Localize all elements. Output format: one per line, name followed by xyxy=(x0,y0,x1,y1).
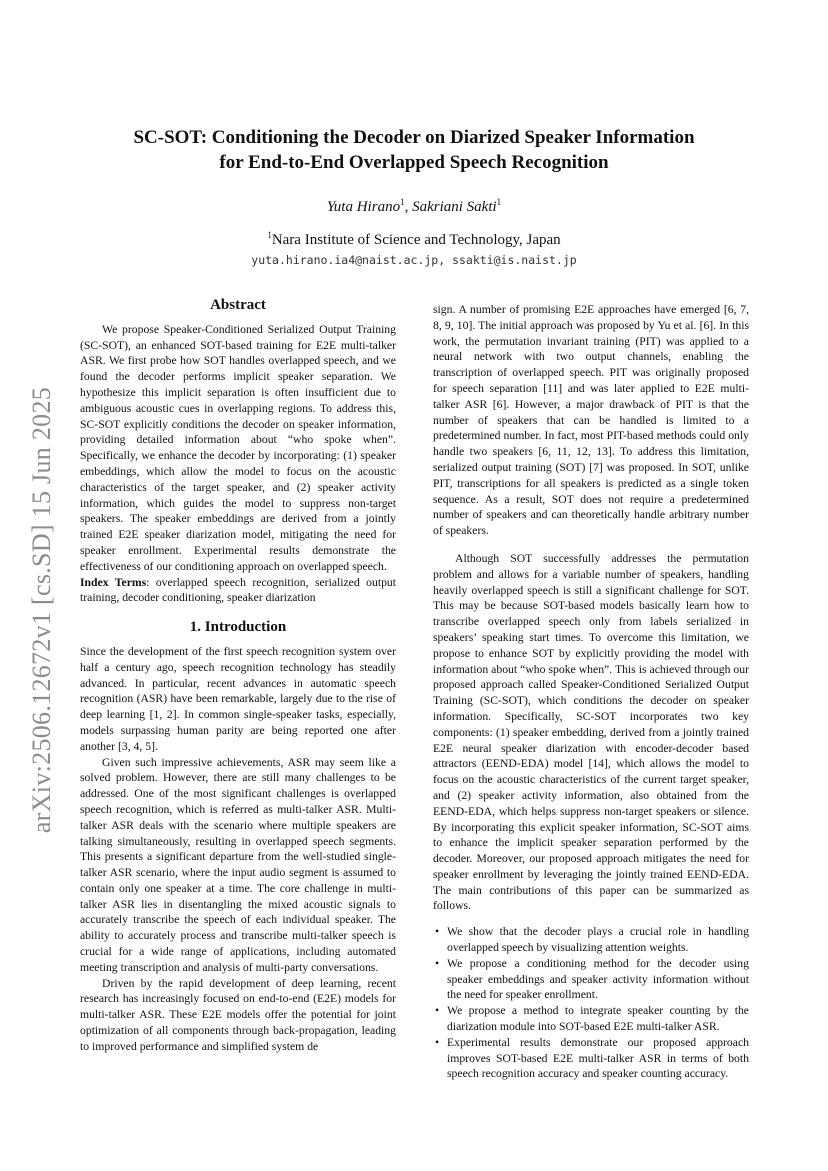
intro-paragraph-4: Although SOT successfully addresses the permutation problem and allows for a variable number of speakers, handling heavily overlapped speech is still a significant challenge for SOT. This may be because SOT-based models basically learn how to transcribe overlapped speech only from labels serialized in speakers’ speaking start times. To overcome this limitation, we propose to enhance SOT by explicitly providing the model with information about “who spoke when”. This is achieved through our proposed approach called Speaker-Conditioned Serialized Output Training (SC-SOT), which conditions the decoder on speaker information. Specifically, SC-SOT incorporates two key components: (1) speaker embedding, derived from a jointly trained E2E neural speaker diarization with encoder-decoder based attractors (EEND-EDA) model [14], which allows the model to focus on the acoustic characteristics of the current target speaker, and (2) speaker activity information, also obtained from the EEND-EDA, which helps suppress non-target speakers or silence. By incorporating this explicit speaker information, SC-SOT aims to enhance the implicit speaker separation performed by the decoder. Moreover, our proposed approach mitigates the need for speaker enrollment by leveraging the jointly trained EEND-EDA. The main contributions of this paper can be summarized as follows. xyxy=(433,551,749,913)
intro-paragraph-2: Given such impressive achievements, ASR may seem like a solved problem. However, there are still many challenges to be addressed. One of the most significant challenges is overlapped speech recognition, which is referred as multi-talker ASR. Multi-talker ASR deals with the scenario where multiple speakers are talking simultaneously, resulting in overlapped speech segments. This presents a significant departure from the well-studied single-talker ASR scenario, where the input audio segment is assumed to contain only one speaker at a time. The core challenge in multi-talker ASR lies in disentangling the mixed acoustic signals to accurately transcribe the speech of each individual speaker. The ability to accurately process and transcribe multi-talker speech is crucial for a wide range of applications, including automated meeting transcription and analysis of multi-party conversations. xyxy=(80,755,396,974)
intro-paragraph-1: Since the development of the first speech recognition system over half a century ago, speech recognition technology has steadily advanced. In particular, recent advances in automatic speech recognition (ASR) have been remarkable, largely due to the rise of deep learning [1, 2]. In common single-speaker tasks, especially, models surpassing human parity are being reported one after another [3, 4, 5]. xyxy=(80,644,396,753)
contribution-item: • We propose a conditioning method for the decoder using speaker embeddings and speaker activity information without the need for speaker enrollment. xyxy=(447,956,749,1003)
abstract-heading: Abstract xyxy=(210,297,266,313)
contribution-item: • Experimental results demonstrate our proposed approach improves SOT-based E2E multi-talker ASR in terms of both speech recognition accuracy and speaker counting accuracy. xyxy=(447,1035,749,1082)
index-terms xyxy=(80,575,396,607)
affiliation xyxy=(80,230,748,249)
affiliation-mark: 1 xyxy=(267,230,272,240)
author-2-affil-mark: 1 xyxy=(496,197,502,207)
intro-paragraph-3: Driven by the rapid development of deep learning, recent research has increasingly focused on end-to-end (E2E) models for multi-talker ASR. These E2E models offer the potential for joint optimization of all components through back-propagation, leading to improved performance and simplified system de xyxy=(80,976,396,1053)
index-terms-text: : overlapped speech recognition, serialized output training, decoder conditioning, speaker diarization xyxy=(80,575,397,605)
title-line-2: for End-to-End Overlapped Speech Recognition xyxy=(219,152,609,173)
intro-paragraph-3-continued: sign. A number of promising E2E approaches have emerged [6, 7, 8, 9, 10]. The initial approach was proposed by Yu et al. [6]. In this work, the permutation invariant training (PIT) was applied to a neural network with two output channels, enabling the transcription of overlapped speech. PIT was originally proposed for speech separation [11] and was later applied to E2E multi-talker ASR [6]. However, a major drawback of PIT is that the number of speakers that can be handled is limited to a predetermined number. In fact, most PIT-based methods could only handle two speakers [6, 11, 12, 13]. To address this limitation, serialized output training (SOT) [7] was proposed. In SOT, unlike PIT, transcriptions for all speakers is predicted as a single token sequence. As a result, SOT does not require a predetermined number of speakers and can theoretically handle arbitrary number of speakers. xyxy=(433,303,749,538)
contribution-item: • We propose a method to integrate speaker counting by the diarization module into SOT-based E2E multi-talker ASR. xyxy=(447,1003,749,1035)
contributions-list xyxy=(433,924,749,1082)
left-column xyxy=(80,298,396,1055)
author-emails: yuta.hirano.ia4@naist.ac.jp, ssakti@is.naist.jp xyxy=(251,253,577,267)
arxiv-identifier: arXiv:2506.12672v1 [cs.SD] 15 Jun 2025 xyxy=(27,386,56,834)
abstract-text: We propose Speaker-Conditioned Serialized Output Training (SC-SOT), an enhanced SOT-based training for E2E multi-talker ASR. We first probe how SOT handles overlapped speech, and we found the decoder performs implicit speaker separation. We hypothesize this implicit separation is often insufficient due to ambiguous acoustic cues in overlapping regions. To address this, SC-SOT explicitly conditions the decoder on speaker information, providing detailed information about “who spoke when”. Specifically, we enhance the decoder by incorporating: (1) speaker embeddings, which allow the model to focus on the acoustic characteristics of the target speaker, and (2) speaker activity information, which guides the model to suppress non-target speakers. The speaker embeddings are derived from a jointly trained E2E speaker diarization model, mitigating the need for speaker enrollment. Experimental results demonstrate the effectiveness of our conditioning approach on overlapped speech. xyxy=(80,322,396,573)
right-column xyxy=(433,302,749,1082)
author-1-affil-mark: 1 xyxy=(400,197,405,207)
paper-title xyxy=(80,125,748,175)
contribution-item: • We show that the decoder plays a crucial role in handling overlapped speech by visualizing attention weights. xyxy=(447,924,749,956)
index-terms-label: Index Terms xyxy=(80,575,147,589)
introduction-heading: 1. Introduction xyxy=(189,619,287,636)
paper-header xyxy=(80,125,748,267)
author-1: Yuta Hirano xyxy=(326,199,401,215)
author-2: Sakriani Sakti xyxy=(412,199,497,215)
author-list xyxy=(80,197,748,216)
author-separator: , xyxy=(404,199,413,215)
affiliation-name: Nara Institute of Science and Technology, Japan xyxy=(271,232,561,248)
title-line-1: SC-SOT: Conditioning the Decoder on Diarized Speaker Information xyxy=(133,127,695,148)
